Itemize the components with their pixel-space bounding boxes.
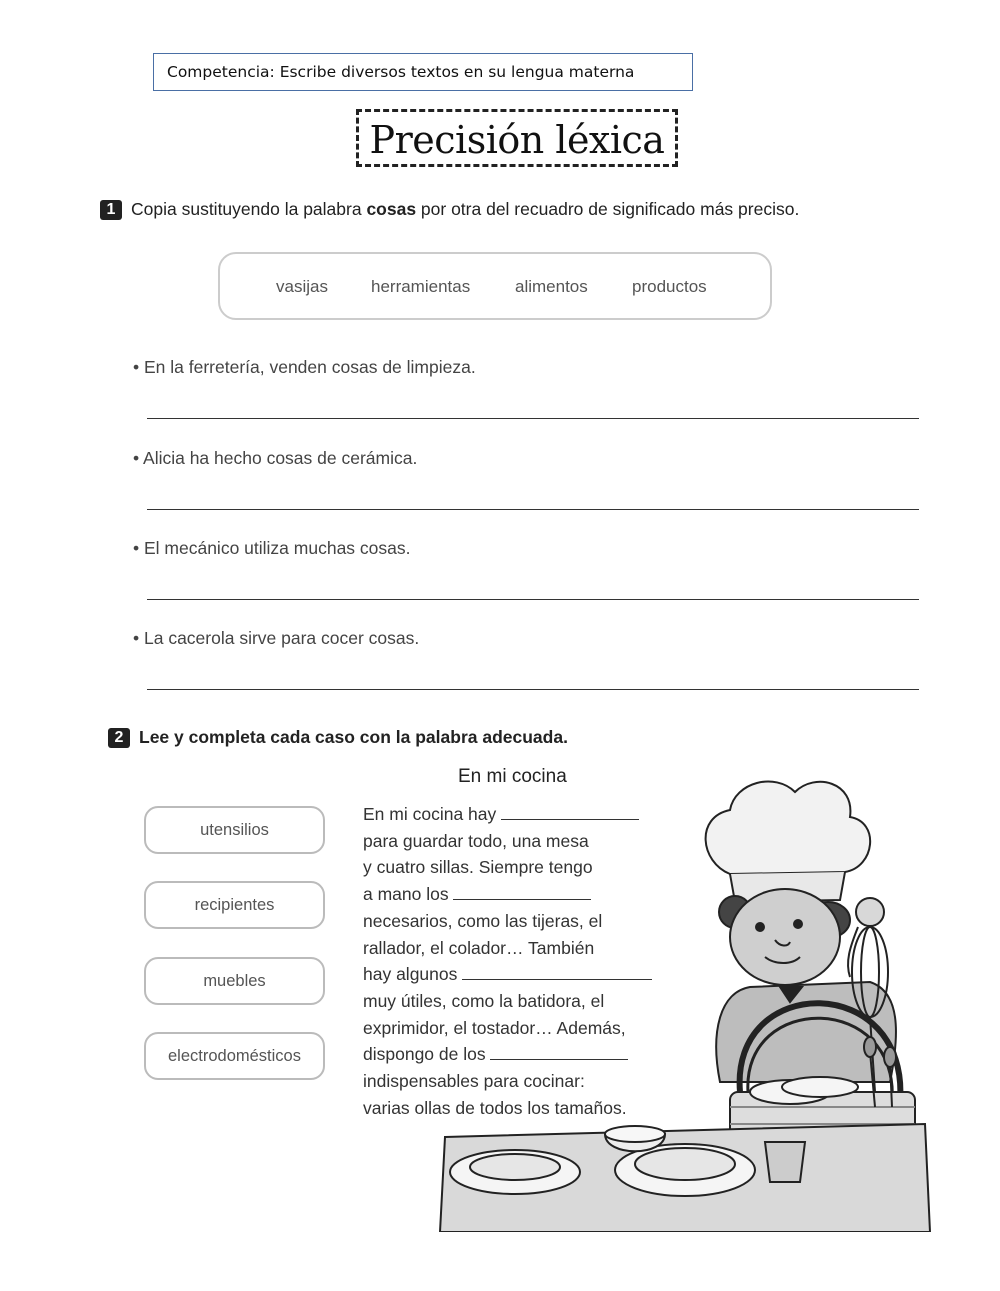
exercise-1-instruction-pre: Copia sustituyendo la palabra: [131, 199, 367, 219]
word-bank-item: vasijas: [276, 277, 328, 296]
story-line: En mi cocina hay: [363, 804, 497, 824]
story-line: indispensables para cocinar:: [363, 1071, 585, 1092]
option-pill[interactable]: electrodomésticos: [144, 1032, 325, 1080]
answer-line-4[interactable]: [147, 689, 919, 690]
exercise-1-instruction-bold: cosas: [366, 199, 417, 219]
chef-illustration: [430, 762, 935, 1232]
sentence-3: • El mecánico utiliza muchas cosas.: [133, 538, 411, 558]
story-line: hay algunos: [363, 964, 458, 985]
competencia-text: Competencia: Escribe diversos textos en su lengua materna: [167, 63, 635, 81]
story-line: a mano los: [363, 884, 449, 905]
story-line: necesarios, como las tijeras, el: [363, 910, 603, 931]
option-pill[interactable]: utensilios: [144, 806, 325, 854]
page-title: Precisión léxica: [369, 118, 665, 162]
story-line: exprimidor, el tostador… Además,: [363, 1017, 626, 1038]
exercise-1-instruction-post: por otra del recuadro de significado más preciso.: [416, 199, 800, 219]
exercise-2-instruction: Lee y completa cada caso con la palabra adecuada.: [139, 727, 568, 747]
exercise-1-heading: [100, 199, 799, 220]
word-bank-item: productos: [632, 277, 707, 296]
story-line: dispongo de los: [363, 1044, 486, 1065]
word-bank-item: alimentos: [515, 277, 588, 296]
sentence-2: • Alicia ha hecho cosas de cerámica.: [133, 448, 418, 468]
answer-line-2[interactable]: [147, 509, 919, 510]
story-line: muy útiles, como la batidora, el: [363, 990, 605, 1011]
exercise-1-number: 1: [100, 200, 122, 220]
chef-hand: [856, 898, 884, 926]
chef-face: [730, 889, 840, 985]
exercise-2-heading: [108, 727, 568, 748]
option-pill[interactable]: muebles: [144, 957, 325, 1005]
cup: [765, 1142, 805, 1182]
story-title: En mi cocina: [458, 766, 567, 787]
answer-line-1[interactable]: [147, 418, 919, 419]
story-line: y cuatro sillas. Siempre tengo: [363, 857, 593, 878]
chef-hat: [706, 782, 871, 874]
competencia-box: [153, 53, 693, 91]
story-line: rallador, el colador… También: [363, 937, 595, 958]
sentence-4: • La cacerola sirve para cocer cosas.: [133, 628, 420, 648]
option-pill[interactable]: recipientes: [144, 881, 325, 929]
exercise-2-number: 2: [108, 728, 130, 748]
sentence-1: • En la ferretería, venden cosas de limpieza.: [133, 357, 476, 377]
story-line: varias ollas de todos los tamaños.: [363, 1097, 627, 1118]
answer-line-3[interactable]: [147, 599, 919, 600]
word-bank-item: herramientas: [371, 277, 471, 296]
story-line: para guardar todo, una mesa: [363, 830, 589, 851]
